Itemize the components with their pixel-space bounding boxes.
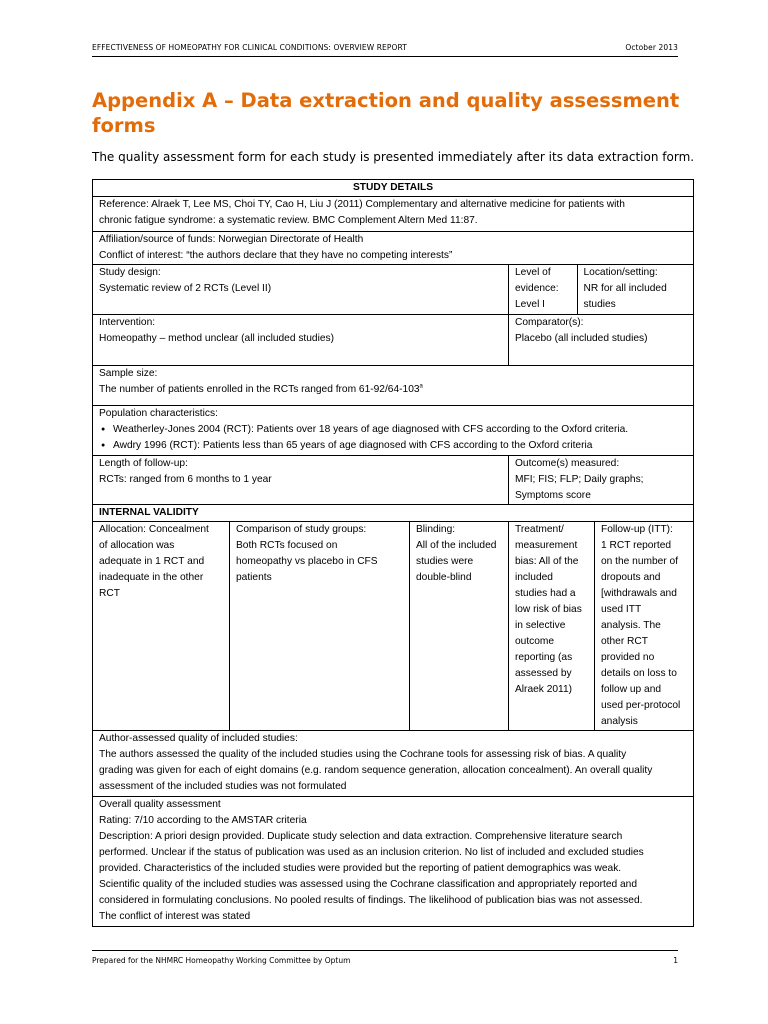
affiliation-cell: Affiliation/source of funds: Norwegian Directorate of Health Conflict of interest: “the authors declare that they have no competing interests” xyxy=(93,232,694,265)
author-assessed-quality-cell: Author-assessed quality of included studies: The authors assessed the quality of the included studies using the Cochrane tools for assessing risk of bias. A quality grading was given for each of eight domains (e.g. random sequence generation, allocation concealment). An overall quality assessment of the included studies was not formulated xyxy=(93,731,694,797)
study-design-cell: Study design: Systematic review of 2 RCTs (Level II) xyxy=(93,265,509,315)
list-item: ● Weatherley-Jones 2004 (RCT): Patients over 18 years of age diagnosed with CFS according to the Oxford criteria. xyxy=(113,422,687,438)
population-list xyxy=(99,422,687,454)
page-number: 1 xyxy=(673,956,678,965)
page-title: Appendix A – Data extraction and quality assessment forms xyxy=(92,89,680,137)
footer-text: Prepared for the NHMRC Homeopathy Working Committee by Optum xyxy=(92,956,351,965)
outcomes-cell: Outcome(s) measured: MFI; FIS; FLP; Daily graphs; Symptoms score xyxy=(509,456,694,505)
treatment-bias-cell: Treatment/ measurement bias: All of the included studies had a low risk of bias in selective outcome reporting (as assessed by Alraek 2011) xyxy=(509,522,595,731)
level-location-cell xyxy=(509,265,694,315)
study-details-heading: STUDY DETAILS xyxy=(93,180,694,197)
study-details-table xyxy=(92,179,694,927)
page-footer xyxy=(92,950,678,965)
blinding-cell: Blinding: All of the included studies were double-blind xyxy=(410,522,509,731)
allocation-cell: Allocation: Concealment of allocation was adequate in 1 RCT and inadequate in the other RCT xyxy=(93,522,230,731)
comparator-cell: Comparator(s): Placebo (all included studies) xyxy=(509,315,694,366)
intervention-cell: Intervention: Homeopathy – method unclear (all included studies) xyxy=(93,315,509,366)
list-item: ● Awdry 1996 (RCT): Patients less than 65 years of age diagnosed with CFS according to the Oxford criteria xyxy=(113,438,687,454)
location-setting-cell: Location/setting: NR for all included studies xyxy=(583,267,667,310)
intro-text: The quality assessment form for each study is presented immediately after its data extraction form. xyxy=(92,150,695,164)
followup-length-cell: Length of follow-up: RCTs: ranged from 6 months to 1 year xyxy=(93,456,509,505)
population-cell: Population characteristics: ● Weatherley-Jones 2004 (RCT): Patients over 18 years of age diagnosed with CFS according to the Oxford criteria. ● Awdry 1996 (RCT): Patients less than 65 years of age diagnosed with CFS according to the Oxford criteria xyxy=(93,406,694,456)
sample-size-cell: Sample size: The number of patients enrolled in the RCTs ranged from 61-92/64-103$^a$ xyxy=(93,366,694,406)
study-details-heading-row xyxy=(93,180,694,197)
running-header xyxy=(92,43,678,57)
header-title: EFFECTIVENESS OF HOMEOPATHY FOR CLINICAL CONDITIONS: OVERVIEW REPORT xyxy=(92,43,407,52)
internal-validity-heading: INTERNAL VALIDITY xyxy=(93,505,694,522)
comparison-groups-cell: Comparison of study groups: Both RCTs focused on homeopathy vs placebo in CFS patients xyxy=(230,522,410,731)
footnote-marker: a xyxy=(419,383,423,390)
reference-cell: Reference: Alraek T, Lee MS, Choi TY, Cao H, Liu J (2011) Complementary and alternative medicine for patients with chronic fatigue syndrome: a systematic review. BMC Complement Altern Med 11:87. xyxy=(93,197,694,232)
header-date: October 2013 xyxy=(625,43,678,52)
followup-itt-cell: Follow-up (ITT): 1 RCT reported on the number of dropouts and [withdrawals and used ITT analysis. The other RCT provided no details on loss to follow up and used per-protocol analysis xyxy=(595,522,694,731)
overall-quality-cell: Overall quality assessment Rating: 7/10 according to the AMSTAR criteria Description: A priori design provided. Duplicate study selection and data extraction. Comprehensive literature search performed. Unclear if the status of publication was used as an inclusion criterion. No list of included and excluded studies provided. Characteristics of the included studies were provided but the reporting of patient demographics was weak. Scientific quality of the included studies was assessed using the Cochrane classification and appropriately reported and considered in formulating conclusions. No pooled results of findings. The likelihood of publication bias was not assessed. The conflict of interest was stated xyxy=(93,797,694,927)
level-of-evidence-cell: Level of evidence: Level I xyxy=(509,265,577,314)
